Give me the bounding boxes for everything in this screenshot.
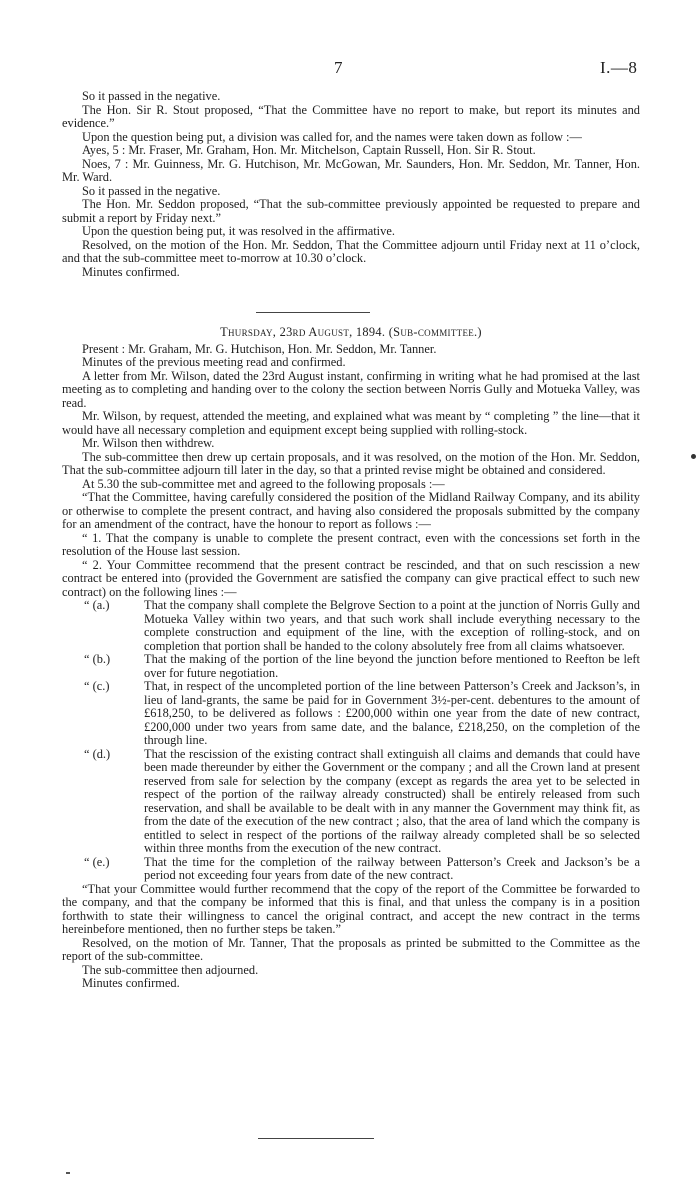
- paragraph: Noes, 7 : Mr. Guinness, Mr. G. Hutchison, Mr. McGowan, Mr. Saunders, Hon. Mr. Seddon, Mr. Tanner, Hon. Mr. Ward.: [62, 156, 640, 184]
- document-reference: I.—8: [600, 58, 638, 77]
- paragraph: Upon the question being put, a division was called for, and the names were taken down as follow :—: [82, 129, 582, 144]
- paragraph: Present : Mr. Graham, Mr. G. Hutchison, Hon. Mr. Seddon, Mr. Tanner.: [82, 341, 437, 356]
- proposal-label: “ (b.): [84, 652, 111, 666]
- paragraph: “ 2. Your Committee recommend that the present contract be rescinded, and that on such rescission a new contract be entered into (provided the Government are satisfied the company can give practical effect to such new contract) on the following lines :—: [62, 557, 640, 599]
- paragraph: The Hon. Mr. Seddon proposed, “That the sub-committee previously appointed be requested to prepare and submit a report by Friday next.”: [62, 197, 640, 225]
- end-divider: [258, 1138, 374, 1139]
- paragraph: “ 1. That the company is unable to complete the present contract, even with the concessions set forth in the resolution of the House last session.: [62, 530, 640, 558]
- paragraph: Resolved, on the motion of the Hon. Mr. Seddon, That the Committee adjourn until Friday next at 11 o’clock, and that the sub-committee meet to-morrow at 10.30 o’clock.: [62, 237, 640, 265]
- paragraph: Minutes of the previous meeting read and confirmed.: [82, 355, 346, 369]
- minutes-section-2: [62, 326, 640, 991]
- proposal-item: [62, 680, 640, 748]
- paragraph: “That the Committee, having carefully considered the position of the Midland Railway Company, and its ability or otherwise to complete the present contract, and having also considered the proposals submitted by the company for an amendment of the contract, have the honour to report as follows :—: [62, 490, 640, 531]
- paragraph: Resolved, on the motion of Mr. Tanner, That the proposals as printed be submitted to the Committee as the report of the sub-committee.: [62, 935, 640, 963]
- paragraph: Ayes, 5 : Mr. Fraser, Mr. Graham, Hon. Mr. Mitchelson, Captain Russell, Hon. Sir R. Stout.: [82, 143, 536, 157]
- paragraph: Minutes confirmed.: [82, 976, 180, 990]
- paragraph: “That your Committee would further recommend that the copy of the report of the Committee be forwarded to the company, and that the company be informed that this is final, and that unless the company is in a position forthwith to state their willingness to cancel the original contract, and accept the new contract in the terms hereinbefore mentioned, then no further steps be taken.”: [62, 881, 640, 936]
- proposal-text: That the time for the completion of the railway between Patterson’s Creek and Jackson’s be a period not exceeding four years from date of the new contract.: [144, 854, 640, 882]
- proposal-label: “ (e.): [84, 854, 110, 869]
- paragraph: The sub-committee then adjourned.: [82, 962, 259, 977]
- minutes-section-1: [62, 90, 640, 279]
- proposal-text: That, in respect of the uncompleted portion of the line between Patterson’s Creek and Jackson’s, in lieu of land-grants, the same be paid for in Government 3½-per-cent. debentures to the amount of £618,250, to be delivered as follows : £200,000 within one year from the date of new contract, £200,000 under two years from same date, and the balance, £218,250, on the completion of the through line.: [144, 679, 640, 747]
- proposal-item: [62, 748, 640, 856]
- proposal-label: “ (a.): [84, 598, 110, 612]
- paragraph: At 5.30 the sub-committee met and agreed to the following proposals :—: [82, 476, 445, 491]
- proposal-text: That the rescission of the existing contract shall extinguish all claims and demands that could have been made thereunder by either the Government or the company ; and all the Crown land at present reserved from sale for selection by the company (except as regards the area yet to be selected in respect of the portion of the railway already constructed) shall be entirely released from such reservation, and shall be available to be dealt with in any manner the Government may think fit, as from the date of the execution of the new contract ; also, that the area of land which the company is entitled to select in respect of the portions of the railway already completed shall be so selected within three months from the execution of the new contract.: [144, 746, 640, 855]
- proposal-text: That the company shall complete the Belgrove Section to a point at the junction of Norris Gully and Motueka Valley within two years, and that such work shall include everything necessary to the complete construction and equipment of the line, with the exception of rolling-stock, and on completion that portion shall be handed to the colony absolutely free from all claims whatsoever.: [144, 598, 640, 653]
- meeting-heading: Thursday, 23rd August, 1894. (Sub-committee.): [220, 325, 482, 339]
- margin-mark: [691, 454, 696, 459]
- proposal-item: [62, 653, 640, 680]
- proposal-label: “ (c.): [84, 679, 110, 693]
- page-number: 7: [334, 58, 343, 77]
- paragraph: The Hon. Sir R. Stout proposed, “That the Committee have no report to make, but report its minutes and evidence.”: [62, 102, 640, 130]
- proposal-item: [62, 856, 640, 883]
- paragraph: Upon the question being put, it was resolved in the affirmative.: [82, 224, 395, 238]
- paragraph: Minutes confirmed.: [82, 264, 180, 279]
- proposal-label: “ (d.): [84, 746, 111, 761]
- paragraph: So it passed in the negative.: [82, 183, 221, 198]
- paragraph: The sub-committee then drew up certain proposals, and it was resolved, on the motion of the Hon. Mr. Seddon, That the sub-committee adjourn till later in the day, so that a printed revise might be obtained and considered.: [62, 449, 640, 477]
- proposal-item: [62, 599, 640, 653]
- paragraph: So it passed in the negative.: [82, 89, 221, 103]
- section-divider: [256, 312, 370, 313]
- proposal-text: That the making of the portion of the line beyond the junction before mentioned to Reefton be left over for future negotiation.: [144, 652, 640, 680]
- paragraph: Mr. Wilson, by request, attended the meeting, and explained what was meant by “ completing ” the line—that it would have all necessary completion and equipment except being supplied with rolling-stock.: [62, 409, 640, 437]
- scan-mark: [66, 1172, 70, 1174]
- paragraph: Mr. Wilson then withdrew.: [82, 436, 215, 450]
- paragraph: A letter from Mr. Wilson, dated the 23rd August instant, confirming in writing what he had promised at the last meeting as to completing and handing over to the colony the section between Norris Gully and Motueka Valley, was read.: [62, 368, 640, 410]
